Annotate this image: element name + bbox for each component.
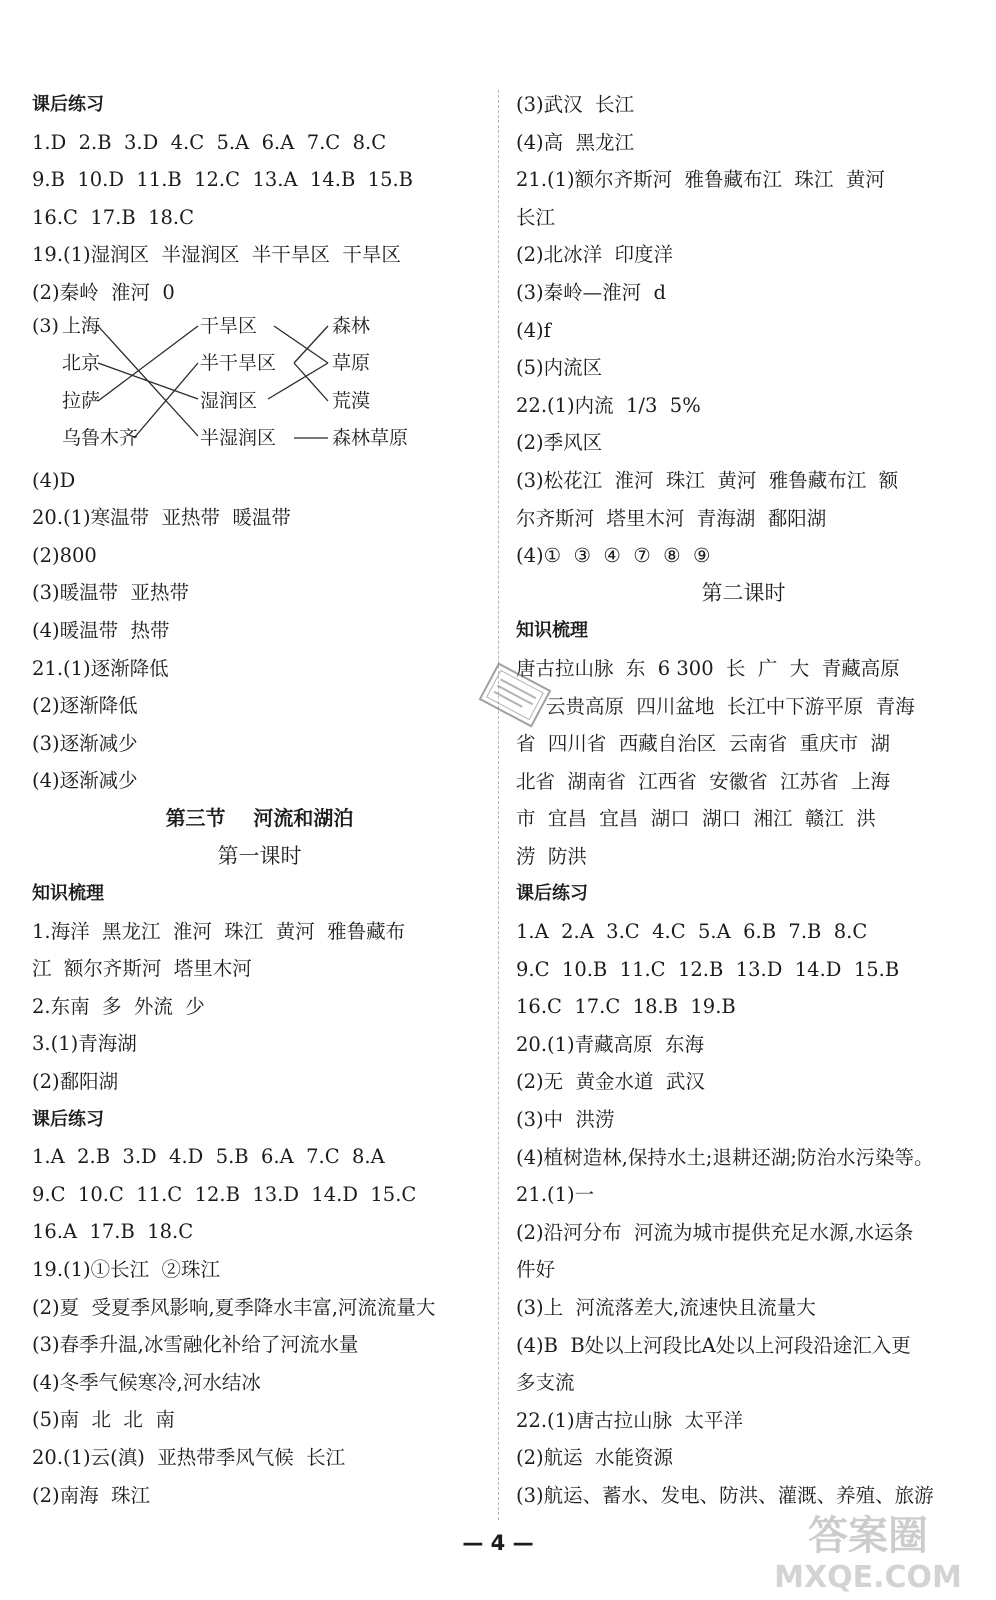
answer-line-right-3: 长江 bbox=[516, 205, 556, 229]
answer-line-right-16: 云贵高原 四川盆地 长江中下游平原 青海 bbox=[546, 694, 915, 718]
city-urumqi: 乌鲁木齐 bbox=[62, 426, 139, 449]
answer-line-right-1: (4)高 黑龙江 bbox=[516, 130, 635, 154]
answer-line-left-b-12: 1.海洋 黑龙江 淮河 珠江 黄河 雅鲁藏布 bbox=[32, 919, 406, 943]
answer-line-right-37: (3)航运、蓄水、发电、防洪、灌溉、养殖、旅游 bbox=[516, 1483, 934, 1507]
answer-line-right-17: 省 四川省 西藏自治区 云南省 重庆市 湖 bbox=[516, 732, 890, 756]
watermark-logo bbox=[752, 1503, 984, 1595]
answer-line-right-19: 市 宜昌 宜昌 湖口 湖口 湘江 赣江 洪 bbox=[516, 807, 876, 831]
answer-line-left-b-1: 20.(1)寒温带 亚热带 暖温带 bbox=[32, 506, 291, 530]
answer-line-left-b-20: 16.A 17.B 18.C bbox=[32, 1220, 194, 1244]
answer-line-right-15: 唐古拉山脉 东 6 300 长 广 大 青藏高原 bbox=[516, 656, 900, 680]
answer-line-left-b-25: (5)南 北 北 南 bbox=[32, 1408, 175, 1432]
answer-line-left-a-1: 1.D 2.B 3.D 4.C 5.A 6.A 7.C 8.C bbox=[32, 130, 387, 154]
answer-line-right-6: (4)f bbox=[516, 318, 551, 342]
answer-line-left-b-24: (4)冬季气候寒冷,河水结冰 bbox=[32, 1370, 261, 1394]
answer-line-right-5: (3)秦岭—淮河 d bbox=[516, 280, 667, 304]
answer-line-right-32: (3)上 河流落差大,流速快且流量大 bbox=[516, 1296, 816, 1319]
region-humid: 湿润区 bbox=[200, 389, 258, 412]
left-column-part-b bbox=[32, 462, 487, 1515]
answer-line-left-b-17: 课后练习 bbox=[32, 1108, 104, 1130]
answer-line-left-a-5: (2)秦岭 淮河 0 bbox=[32, 280, 175, 304]
answer-line-left-b-6: (2)逐渐降低 bbox=[32, 694, 138, 718]
answer-line-right-12: (4)① ③ ④ ⑦ ⑧ ⑨ bbox=[516, 544, 711, 568]
answer-line-right-36: (2)航运 水能资源 bbox=[516, 1446, 674, 1470]
answer-line-left-b-11: 知识梳理 bbox=[32, 883, 104, 905]
answer-line-right-0: (3)武汉 长江 bbox=[516, 93, 635, 116]
vegetation-desert: 荒漠 bbox=[332, 389, 371, 412]
city-lhasa: 拉萨 bbox=[62, 389, 101, 412]
answer-line-right-20: 涝 防洪 bbox=[516, 844, 587, 868]
answer-line-right-13: 第二课时 bbox=[701, 580, 786, 605]
answer-line-right-11: 尔齐斯河 塔里木河 青海湖 鄱阳湖 bbox=[516, 506, 827, 530]
answer-line-right-30: (2)沿河分布 河流为城市提供充足水源,水运条 bbox=[516, 1220, 914, 1244]
answer-line-left-a-4: 19.(1)湿润区 半湿润区 半干旱区 干旱区 bbox=[32, 243, 401, 267]
answer-line-left-b-16: (2)鄱阳湖 bbox=[32, 1070, 119, 1094]
answer-line-right-4: (2)北冰洋 印度洋 bbox=[516, 243, 674, 267]
answer-line-left-b-15: 3.(1)青海湖 bbox=[32, 1032, 137, 1056]
answer-line-left-b-8: (4)逐渐减少 bbox=[32, 769, 138, 793]
answer-line-left-b-10: 第一课时 bbox=[217, 843, 302, 868]
answer-line-left-b-4: (4)暖温带 热带 bbox=[32, 618, 170, 642]
page-number: — 4 — bbox=[462, 1531, 534, 1555]
answer-line-left-b-0: (4)D bbox=[32, 468, 76, 492]
answer-line-right-14: 知识梳理 bbox=[516, 620, 588, 642]
answer-line-right-33: (4)B B处以上河段比A处以上河段沿途汇入更 bbox=[516, 1333, 911, 1357]
answer-line-right-21: 课后练习 bbox=[516, 883, 588, 905]
answer-line-right-24: 16.C 17.C 18.B 19.B bbox=[516, 995, 736, 1019]
answer-line-left-b-26: 20.(1)云(滇) 亚热带季风气候 长江 bbox=[32, 1446, 346, 1469]
answer-line-right-29: 21.(1)一 bbox=[516, 1183, 595, 1207]
answer-line-left-b-9: 第三节 河流和湖泊 bbox=[165, 805, 354, 830]
answer-line-right-34: 多支流 bbox=[516, 1371, 575, 1395]
answer-line-left-b-22: (2)夏 受夏季风影响,夏季降水丰富,河流流量大 bbox=[32, 1295, 436, 1319]
region-semi-humid: 半湿润区 bbox=[200, 426, 277, 449]
answer-line-right-25: 20.(1)青藏高原 东海 bbox=[516, 1032, 705, 1056]
vegetation-forest: 森林 bbox=[332, 314, 371, 337]
answer-line-right-7: (5)内流区 bbox=[516, 356, 603, 380]
left-column bbox=[32, 86, 487, 1514]
matching-label: (3) bbox=[32, 314, 59, 337]
answer-line-left-b-21: 19.(1)①长江 ②珠江 bbox=[32, 1258, 221, 1282]
answer-line-right-2: 21.(1)额尔齐斯河 雅鲁藏布江 珠江 黄河 bbox=[516, 168, 885, 192]
answer-line-left-a-3: 16.C 17.B 18.C bbox=[32, 205, 194, 229]
answer-line-right-18: 北省 湖南省 江西省 安徽省 江苏省 上海 bbox=[516, 769, 890, 793]
answer-line-left-a-0: 课后练习 bbox=[32, 94, 104, 115]
vegetation-grassland: 草原 bbox=[332, 351, 371, 374]
answer-line-left-b-7: (3)逐渐减少 bbox=[32, 731, 138, 755]
answer-line-right-23: 9.C 10.B 11.C 12.B 13.D 14.D 15.B bbox=[516, 957, 900, 981]
answer-line-left-b-27: (2)南海 珠江 bbox=[32, 1483, 151, 1507]
answer-line-left-b-5: 21.(1)逐渐降低 bbox=[32, 656, 169, 680]
region-semi-arid: 半干旱区 bbox=[200, 351, 277, 374]
answer-line-left-b-3: (3)暖温带 亚热带 bbox=[32, 581, 190, 605]
left-column-part-a bbox=[32, 86, 487, 312]
region-arid: 干旱区 bbox=[200, 314, 258, 337]
answer-line-left-b-13: 江 额尔齐斯河 塔里木河 bbox=[32, 957, 252, 981]
svg-text:MXQE.COM: MXQE.COM bbox=[774, 1560, 962, 1595]
answer-line-right-31: 件好 bbox=[516, 1258, 556, 1282]
svg-text:答案圈: 答案圈 bbox=[808, 1513, 928, 1559]
vegetation-forest-grassland: 森林草原 bbox=[332, 426, 409, 449]
answer-line-right-27: (3)中 洪涝 bbox=[516, 1108, 615, 1132]
answer-line-left-b-23: (3)春季升温,冰雪融化补给了河流水量 bbox=[32, 1333, 359, 1357]
answer-line-right-26: (2)无 黄金水道 武汉 bbox=[516, 1070, 705, 1094]
answer-line-left-b-18: 1.A 2.B 3.D 4.D 5.B 6.A 7.C 8.A bbox=[32, 1145, 385, 1169]
answer-line-right-35: 22.(1)唐古拉山脉 太平洋 bbox=[516, 1408, 744, 1432]
city-shanghai: 上海 bbox=[62, 314, 101, 337]
answer-line-left-b-14: 2.东南 多 外流 少 bbox=[32, 994, 205, 1018]
answer-line-right-9: (2)季风区 bbox=[516, 431, 603, 455]
answer-line-left-b-19: 9.C 10.C 11.C 12.B 13.D 14.D 15.C bbox=[32, 1182, 417, 1206]
answer-line-left-a-2: 9.B 10.D 11.B 12.C 13.A 14.B 15.B bbox=[32, 168, 414, 192]
answer-line-right-28: (4)植树造林,保持水土;退耕还湖;防治水污染等。 bbox=[516, 1145, 934, 1169]
matching-diagram bbox=[32, 312, 487, 462]
answer-line-right-22: 1.A 2.A 3.C 4.C 5.A 6.B 7.B 8.C bbox=[516, 920, 868, 944]
right-column bbox=[516, 86, 971, 1515]
column-divider bbox=[498, 90, 499, 1520]
answer-line-left-b-2: (2)800 bbox=[32, 543, 97, 567]
city-beijing: 北京 bbox=[62, 351, 101, 374]
answer-line-right-10: (3)松花江 淮河 珠江 黄河 雅鲁藏布江 额 bbox=[516, 468, 899, 492]
answer-line-right-8: 22.(1)内流 1/3 5% bbox=[516, 393, 701, 417]
